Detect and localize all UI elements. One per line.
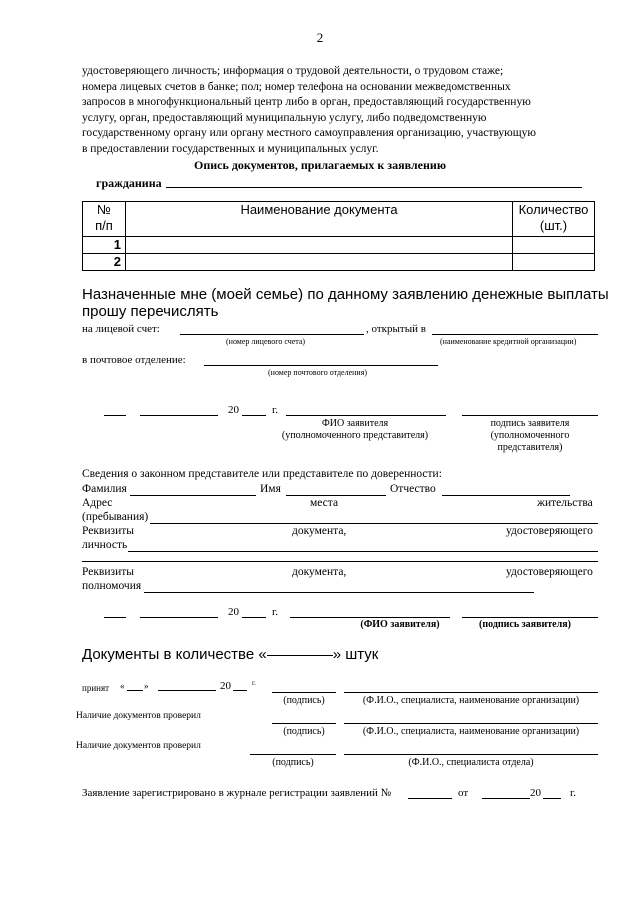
address-label-3: жительства xyxy=(537,497,593,509)
check2-specialist-field[interactable] xyxy=(344,754,598,755)
patronymic-field[interactable] xyxy=(442,495,570,496)
intro-line: номера лицевых счетов в банке; пол; номер телефона на основании межведомственных xyxy=(82,80,511,93)
intro-line: государственному органу или органу местного самоуправления организацию, участвующую xyxy=(82,127,536,139)
checked-label-1: Наличие документов проверил xyxy=(76,711,201,721)
address-field[interactable] xyxy=(150,523,598,524)
id-doc-label-3: удостоверяющего xyxy=(506,525,593,537)
header-quantity-line-1: Количество xyxy=(518,202,589,217)
id-doc-field[interactable] xyxy=(128,551,598,552)
documents-count-field[interactable] xyxy=(267,655,333,656)
registration-text: Заявление зарегистрировано в журнале регистрации заявлений № xyxy=(82,787,392,799)
check1-specialist-field[interactable] xyxy=(344,723,598,724)
specialist-caption-2: (Ф.И.О., специалиста, наименование организации) xyxy=(362,726,580,737)
payment-heading-line-1: Назначенные мне (моей семье) по данному заявлению денежные выплаты xyxy=(82,286,609,303)
documents-table xyxy=(82,201,595,271)
intro-paragraph xyxy=(82,64,596,157)
sign-caption-2: (уполномоченного xyxy=(490,430,570,441)
year-suffix: г. xyxy=(272,606,279,618)
applicant-fio-field[interactable] xyxy=(290,617,450,618)
bank-name-field[interactable] xyxy=(432,334,598,335)
post-office-label: в почтовое отделение: xyxy=(82,354,186,366)
accept-month-field[interactable] xyxy=(158,690,216,691)
day-field[interactable] xyxy=(104,617,126,618)
registration-date-field[interactable] xyxy=(482,798,530,799)
header-quantity xyxy=(513,202,595,237)
header-name: Наименование документа xyxy=(126,202,513,237)
quote-close: » xyxy=(144,681,149,691)
day-field[interactable] xyxy=(104,415,126,416)
applicant-fio-field[interactable] xyxy=(286,415,446,416)
authority-doc-label-2: документа, xyxy=(292,566,347,578)
year-prefix: 20 xyxy=(228,404,239,416)
intro-line: удостоверяющего личность; информация о трудовой деятельности, о трудовом стаже; xyxy=(82,65,504,77)
intro-line: в предоставлении государственных и муниципальных услуг. xyxy=(82,142,379,155)
header-number-line-2: п/п xyxy=(95,218,113,233)
row-quantity[interactable] xyxy=(513,254,595,271)
fio-caption-2: (уполномоченного представителя) xyxy=(281,430,429,441)
authority-doc-label-3: удостоверяющего xyxy=(506,566,593,578)
row-document-name[interactable] xyxy=(126,254,513,271)
year-field[interactable] xyxy=(242,617,266,618)
id-doc-field-extra[interactable] xyxy=(82,561,598,562)
intro-line: запросов в многофункциональный центр либо в орган, предоставляющий государственную xyxy=(82,96,531,108)
registration-year-field[interactable] xyxy=(543,798,561,799)
row-number: 2 xyxy=(83,254,126,271)
documents-count-after: » штук xyxy=(332,646,379,663)
sign-caption-3: представителя) xyxy=(497,442,563,453)
sign-caption: (подпись) xyxy=(272,757,314,768)
registration-from-label: от xyxy=(458,787,469,799)
name-field[interactable] xyxy=(286,495,386,496)
accept-year-field[interactable] xyxy=(233,690,247,691)
citizen-name-field[interactable] xyxy=(166,187,582,188)
patronymic-label: Отчество xyxy=(390,483,436,495)
sign-caption: (подпись) xyxy=(283,726,325,737)
year-prefix: 20 xyxy=(220,680,231,692)
intro-line: услугу, орган, предоставляющий муниципальную услугу, либо подведомственную xyxy=(82,111,487,124)
address-label-1: Адрес xyxy=(82,497,113,509)
payment-heading-line-2: прошу перечислять xyxy=(82,303,219,320)
applicant-signature-field[interactable] xyxy=(462,415,598,416)
year-prefix: 20 xyxy=(228,606,239,618)
applicant-signature-field[interactable] xyxy=(462,617,598,618)
id-doc-label-2: документа, xyxy=(292,525,347,537)
row-quantity[interactable] xyxy=(513,237,595,254)
post-office-caption: (номер почтового отделения) xyxy=(268,368,368,377)
surname-field[interactable] xyxy=(130,495,256,496)
fio-caption: (ФИО заявителя) xyxy=(360,619,440,630)
accepted-label: принят xyxy=(82,683,110,693)
authority-doc-field[interactable] xyxy=(144,592,534,593)
header-quantity-line-2: (шт.) xyxy=(539,218,568,233)
address-label-2: места xyxy=(310,497,339,509)
row-document-name[interactable] xyxy=(126,237,513,254)
authority-doc-label-1: Реквизиты xyxy=(82,566,134,578)
header-number xyxy=(83,202,126,237)
representative-heading: Сведения о законном представителе или представителе по доверенности: xyxy=(82,468,442,480)
id-doc-label-1: Реквизиты xyxy=(82,525,134,537)
header-number-line-1: № xyxy=(97,202,111,217)
account-label: на лицевой счет: xyxy=(82,323,160,335)
citizen-label: гражданина xyxy=(96,176,162,190)
documents-count-before: Документы в количестве « xyxy=(82,646,267,663)
registration-year-prefix: 20 xyxy=(530,787,541,799)
month-field[interactable] xyxy=(140,617,218,618)
fio-caption-1: ФИО заявителя xyxy=(321,418,389,429)
table-header-row xyxy=(83,202,595,237)
row-number: 1 xyxy=(83,237,126,254)
year-field[interactable] xyxy=(242,415,266,416)
specialist-caption-1: (Ф.И.О., специалиста, наименование организации) xyxy=(362,695,580,706)
bank-caption: (наименование кредитной организации) xyxy=(440,337,577,346)
check2-signature-field[interactable] xyxy=(250,754,336,755)
year-suffix: г. xyxy=(272,404,279,416)
specialist-caption-3: (Ф.И.О., специалиста отдела) xyxy=(408,757,534,768)
name-label: Имя xyxy=(260,483,281,495)
sign-caption: (подпись заявителя) xyxy=(479,619,571,630)
accept-day-field[interactable] xyxy=(127,690,143,691)
table-row xyxy=(83,254,595,271)
sign-caption: (подпись) xyxy=(283,695,325,706)
sign-caption-1: подпись заявителя xyxy=(490,418,570,429)
inventory-title: Опись документов, прилагаемых к заявлению xyxy=(194,158,446,172)
accept-signature-field[interactable] xyxy=(272,692,336,693)
checked-label-2: Наличие документов проверил xyxy=(76,741,201,751)
account-caption: (номер лицевого счета) xyxy=(226,337,306,346)
page-number: 2 xyxy=(316,30,324,45)
year-suffix: г. xyxy=(252,679,256,687)
registration-year-suffix: г. xyxy=(570,787,577,799)
month-field[interactable] xyxy=(140,415,218,416)
post-office-field[interactable] xyxy=(204,365,438,366)
registration-number-field[interactable] xyxy=(408,798,452,799)
quote-open: « xyxy=(120,681,125,691)
id-doc-label-4: личность xyxy=(82,539,128,551)
account-number-field[interactable] xyxy=(180,334,364,335)
surname-label: Фамилия xyxy=(82,483,127,495)
accept-specialist-field[interactable] xyxy=(344,692,598,693)
authority-doc-label-4: полномочия xyxy=(82,580,142,592)
opened-label: , открытый в xyxy=(366,323,426,335)
check1-signature-field[interactable] xyxy=(272,723,336,724)
table-row xyxy=(83,237,595,254)
address-label-4: (пребывания) xyxy=(82,511,149,523)
documents-count-text xyxy=(82,646,378,663)
